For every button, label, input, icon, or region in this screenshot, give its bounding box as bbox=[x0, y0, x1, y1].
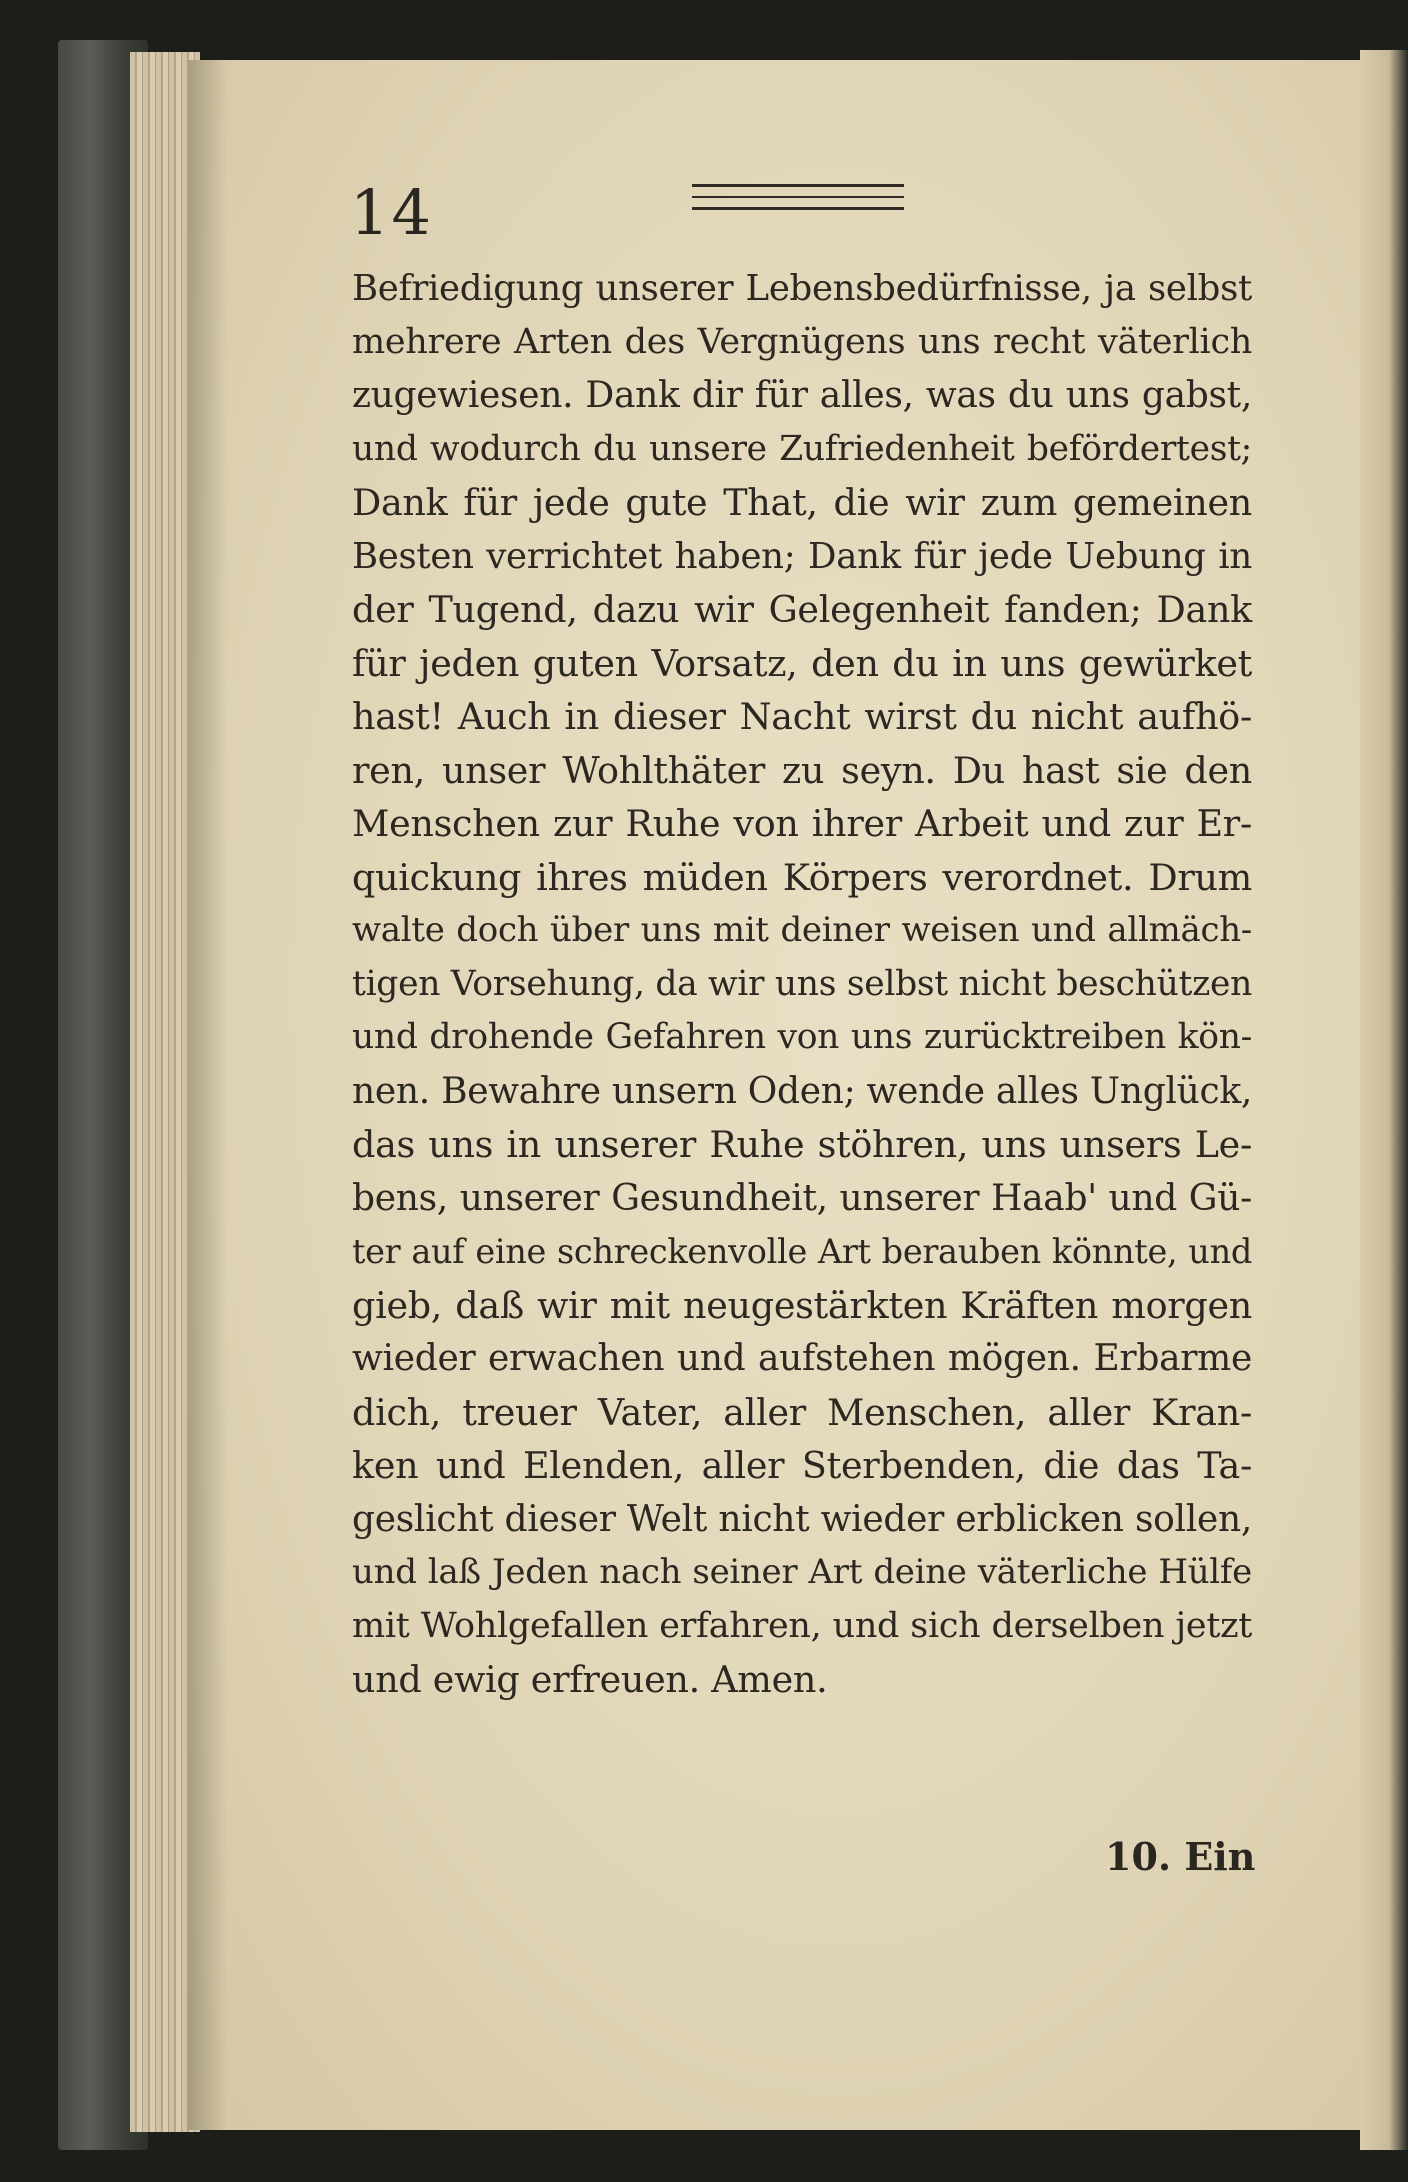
text-line: mit Wohlgefallen erfahren, und sich derselben jetzt bbox=[352, 1605, 1252, 1646]
text-line: gieb, daß wir mit neugestärkten Kräften morgen bbox=[352, 1283, 1252, 1327]
text-line: Menschen zur Ruhe von ihrer Arbeit und zur Er- bbox=[352, 802, 1252, 845]
text-line: ken und Elenden, aller Sterbenden, die das Ta- bbox=[352, 1444, 1252, 1487]
text-line: quickung ihres müden Körpers verordnet. Drum bbox=[352, 855, 1252, 899]
text-line: mehrere Arten des Vergnügens uns recht väterlich bbox=[352, 321, 1252, 362]
page-right-edge bbox=[1360, 50, 1408, 2150]
text-line: Besten verrichtet haben; Dank für jede Uebung in bbox=[352, 535, 1252, 577]
text-line: und wodurch du unsere Zufriedenheit befördertest; bbox=[352, 428, 1252, 469]
text-line: und laß Jeden nach seiner Art deine väterliche Hülfe bbox=[352, 1552, 1252, 1592]
text-line: hast! Auch in dieser Nacht wirst du nicht aufhö- bbox=[352, 695, 1252, 738]
text-line: walte doch über uns mit deiner weisen und allmäch- bbox=[352, 910, 1252, 950]
text-line: ren, unser Wohlthäter zu seyn. Du hast sie den bbox=[352, 748, 1252, 792]
text-line: wieder erwachen und aufstehen mögen. Erbarme bbox=[352, 1338, 1252, 1379]
text-line: und drohende Gefahren von uns zurücktreiben kön- bbox=[352, 1017, 1252, 1057]
text-line: der Tugend, dazu wir Gelegenheit fanden; Dank bbox=[352, 588, 1252, 631]
text-line: Dank für jede gute That, die wir zum gemeinen bbox=[352, 481, 1252, 524]
text-line: für jeden guten Vorsatz, den du in uns gewürket bbox=[352, 641, 1252, 685]
page-number: 14 bbox=[350, 176, 433, 249]
catchword: 10. Ein bbox=[1105, 1834, 1256, 1879]
text-line: geslicht dieser Welt nicht wieder erblicken sollen, bbox=[352, 1498, 1252, 1540]
header-rule bbox=[692, 207, 904, 210]
text-line: das uns in unserer Ruhe stöhren, uns unsers Le- bbox=[352, 1123, 1252, 1166]
text-line: tigen Vorsehung, da wir uns selbst nicht beschützen bbox=[352, 963, 1252, 1004]
text-line: und ewig erfreuen. Amen. bbox=[352, 1658, 828, 1701]
gutter-shadow bbox=[188, 60, 228, 2130]
text-line: Befriedigung unserer Lebensbedürfnisse, ja selbst bbox=[352, 268, 1252, 309]
text-line: zugewiesen. Dank dir für alles, was du uns gabst, bbox=[352, 375, 1252, 416]
text-line: dich, treuer Vater, aller Menschen, aller Kran- bbox=[352, 1390, 1252, 1434]
header-rule bbox=[692, 196, 904, 198]
text-line: ter auf eine schreckenvolle Art berauben könnte, und bbox=[352, 1232, 1252, 1271]
text-line: nen. Bewahre unsern Oden; wende alles Unglück, bbox=[352, 1070, 1253, 1112]
header-rule bbox=[692, 184, 904, 187]
body-text bbox=[352, 262, 1252, 1707]
text-line: bens, unserer Gesundheit, unserer Haab' und Gü- bbox=[352, 1177, 1252, 1219]
